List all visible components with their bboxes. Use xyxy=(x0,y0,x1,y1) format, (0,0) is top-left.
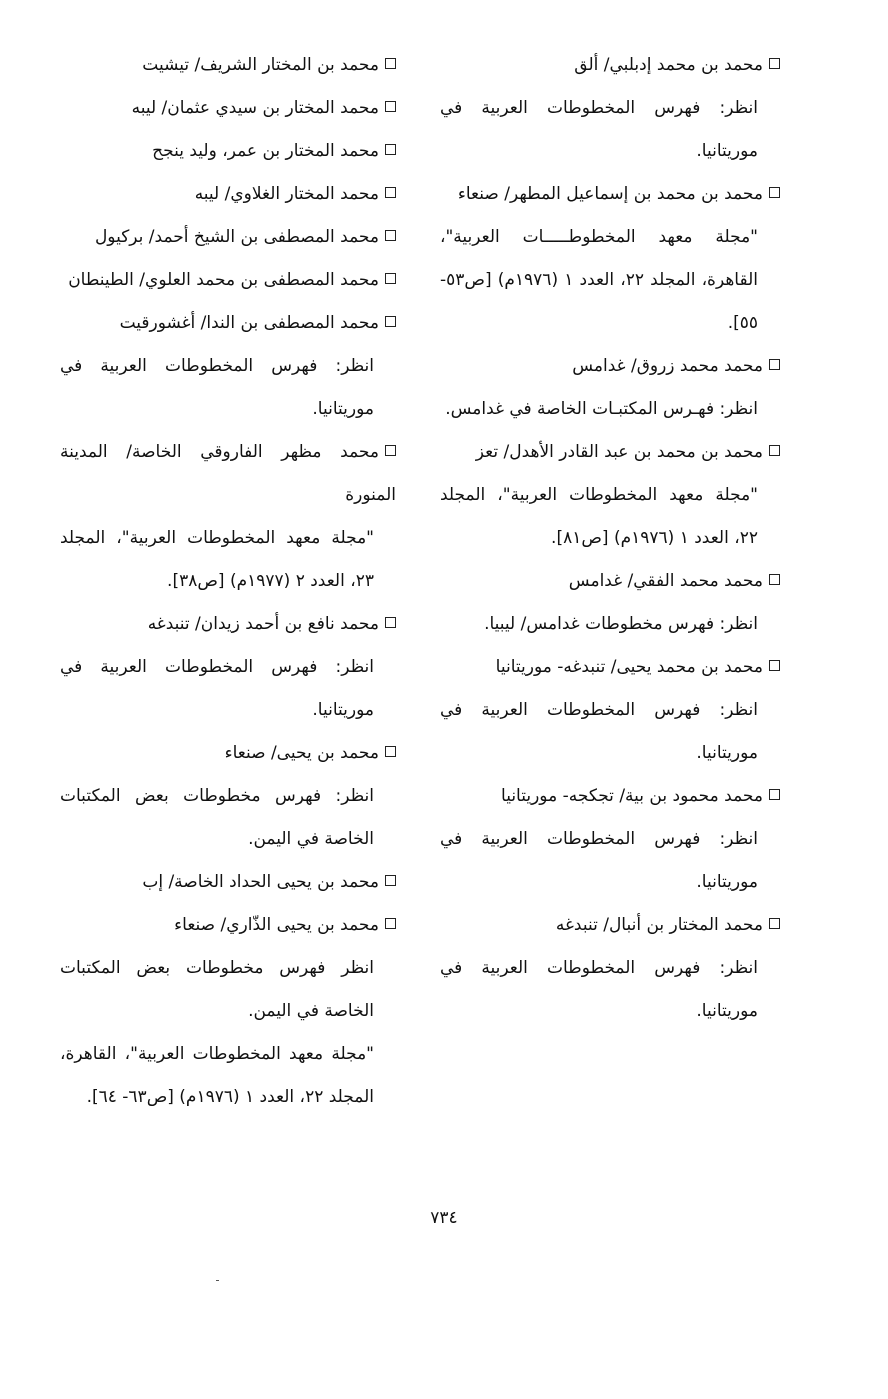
entry-heading: محمد محمد زروق/ غدامس xyxy=(572,356,763,376)
entry-note: "مجلة معهد المخطوطـــــات العربية"، القاهرة، المجلد ٢٢، العدد ١ (١٩٧٦م) [ص٥٣- ٥٥]. xyxy=(440,227,758,333)
index-entry xyxy=(60,431,396,603)
checkbox-icon xyxy=(769,187,780,198)
checkbox-icon xyxy=(769,359,780,370)
checkbox-icon xyxy=(769,660,780,671)
index-entry xyxy=(60,44,396,87)
entry-note: انظر: فهرس المخطوطات العربية في موريتانيا. xyxy=(60,356,374,419)
index-entry xyxy=(60,259,396,302)
page-number: ٧٣٤ xyxy=(430,1208,458,1228)
entry-heading: محمد المصطفى بن الندا/ أغشورقيت xyxy=(119,313,379,333)
entry-note: "مجلة معهد المخطوطات العربية"، المجلد ٢٣، العدد ٢ (١٩٧٧م) [ص٣٨]. xyxy=(60,528,374,591)
index-entry xyxy=(440,345,780,431)
index-entry xyxy=(60,87,396,130)
entry-note: انظر: فهرس المخطوطات العربية في موريتانيا. xyxy=(440,829,758,892)
index-entry xyxy=(440,431,780,560)
entry-note: انظر: فهـرس المكتبـات الخاصة في غدامس. xyxy=(445,399,758,419)
checkbox-icon xyxy=(385,617,396,628)
index-entry xyxy=(60,130,396,173)
entry-heading: محمد المختار الغلاوي/ ليبه xyxy=(194,184,379,204)
index-entry xyxy=(440,904,780,1033)
entry-note: انظر: فهرس المخطوطات العربية في موريتانيا. xyxy=(60,657,374,720)
checkbox-icon xyxy=(769,574,780,585)
checkbox-icon xyxy=(385,273,396,284)
index-entry xyxy=(440,44,780,173)
left-column xyxy=(60,44,396,1119)
entry-note: "مجلة معهد المخطوطات العربية"، المجلد ٢٢، العدد ١ (١٩٧٦م) [ص٨١]. xyxy=(440,485,758,548)
index-entry xyxy=(60,173,396,216)
checkbox-icon xyxy=(385,918,396,929)
entry-note: انظر: فهرس مخطوطات غدامس/ ليبيا. xyxy=(484,614,758,634)
entry-heading: محمد مظهر الفاروقي الخاصة/ المدينة المنورة xyxy=(60,442,396,505)
entry-heading: محمد بن محمد يحيى/ تنبدغه- موريتانيا xyxy=(495,657,763,677)
entry-heading: محمد بن محمد بن عبد القادر الأهدل/ تعز xyxy=(475,442,763,462)
checkbox-icon xyxy=(769,445,780,456)
index-entry xyxy=(440,646,780,775)
entry-heading: محمد المختار بن عمر، وليد ينجح xyxy=(152,141,379,161)
checkbox-icon xyxy=(385,101,396,112)
entry-heading: محمد بن محمد إدبلبي/ ألق xyxy=(574,55,763,75)
entry-heading: محمد محمد الفقي/ غدامس xyxy=(568,571,763,591)
index-entry xyxy=(60,861,396,904)
index-entry xyxy=(440,560,780,646)
entry-heading: محمد المصطفى بن الشيخ أحمد/ بركيول xyxy=(94,227,379,247)
entry-note: انظر: فهرس المخطوطات العربية في موريتانيا. xyxy=(440,958,758,1021)
checkbox-icon xyxy=(769,58,780,69)
entry-heading: محمد نافع بن أحمد زيدان/ تنبدغه xyxy=(147,614,379,634)
checkbox-icon xyxy=(385,58,396,69)
entry-heading: محمد المختار بن أنبال/ تنبدغه xyxy=(555,915,763,935)
checkbox-icon xyxy=(385,316,396,327)
scan-speck xyxy=(216,1280,219,1281)
entry-note: انظر فهرس مخطوطات بعض المكتبات الخاصة في اليمن. xyxy=(60,958,374,1021)
checkbox-icon xyxy=(769,918,780,929)
index-entry xyxy=(60,904,396,1119)
entry-heading: محمد بن يحيى الذّاري/ صنعاء xyxy=(174,915,379,935)
checkbox-icon xyxy=(385,746,396,757)
index-entry xyxy=(60,732,396,861)
index-entry xyxy=(60,216,396,259)
checkbox-icon xyxy=(385,187,396,198)
checkbox-icon xyxy=(385,144,396,155)
index-entry xyxy=(60,603,396,732)
entry-heading: محمد بن يحيى/ صنعاء xyxy=(224,743,379,763)
index-entry xyxy=(440,173,780,345)
entry-note: انظر: فهرس مخطوطات بعض المكتبات الخاصة في اليمن. xyxy=(60,786,374,849)
index-entry xyxy=(60,302,396,431)
entry-note: انظر: فهرس المخطوطات العربية في موريتانيا. xyxy=(440,98,758,161)
checkbox-icon xyxy=(385,445,396,456)
entry-heading: محمد بن المختار الشريف/ تيشيت xyxy=(142,55,379,75)
entry-note: "مجلة معهد المخطوطات العربية"، القاهرة، المجلد ٢٢، العدد ١ (١٩٧٦م) [ص٦٣- ٦٤]. xyxy=(60,1044,374,1107)
entry-heading: محمد المصطفى بن محمد العلوي/ الطينطان xyxy=(68,270,379,290)
checkbox-icon xyxy=(769,789,780,800)
entry-heading: محمد بن محمد بن إسماعيل المطهر/ صنعاء xyxy=(457,184,763,204)
checkbox-icon xyxy=(385,875,396,886)
entry-heading: محمد المختار بن سيدي عثمان/ ليبه xyxy=(131,98,379,118)
entry-note: انظر: فهرس المخطوطات العربية في موريتانيا. xyxy=(440,700,758,763)
entry-heading: محمد بن يحيى الحداد الخاصة/ إب xyxy=(142,872,379,892)
index-entry xyxy=(440,775,780,904)
entry-heading: محمد محمود بن بية/ تجكجه- موريتانيا xyxy=(501,786,763,806)
right-column xyxy=(440,44,780,1033)
checkbox-icon xyxy=(385,230,396,241)
